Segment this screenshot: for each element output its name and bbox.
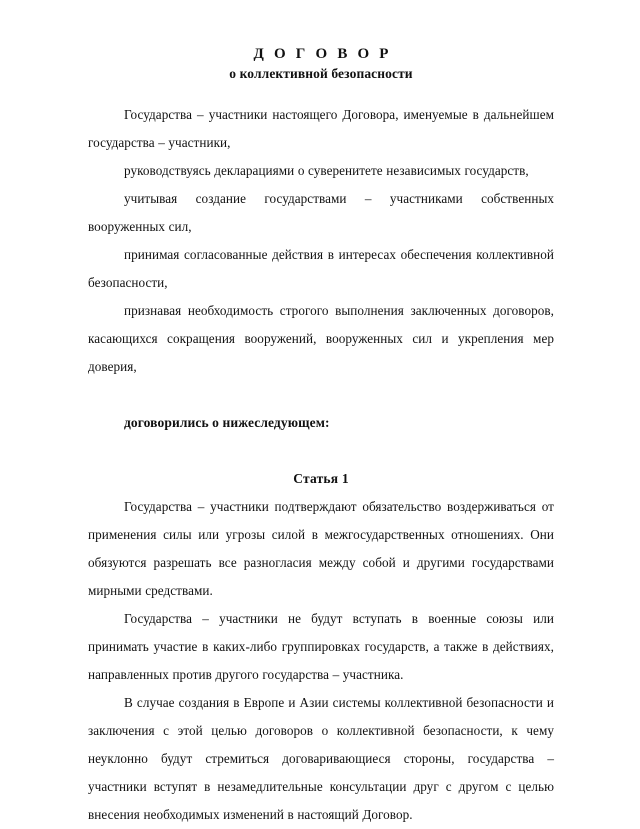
document-subtitle: о коллективной безопасности (229, 66, 413, 81)
preamble-paragraph-1: Государства – участники настоящего Договора, именуемые в дальнейшем государства – участники, (88, 107, 554, 150)
preamble-pledge-spacer (88, 381, 554, 409)
article-paragraph-3: В случае создания в Европе и Азии системы коллективной безопасности и заключения с этой целью договоров о коллективной безопасности, к чему неуклонно будут стремиться договаривающиеся стороны, государства – участники вступят в незамедлительные консультации друг с другом с целью внесения необходимых изменений в настоящий Договор. (88, 695, 554, 822)
pledge-article-spacer (88, 437, 554, 465)
preamble-paragraph-5: признавая необходимость строгого выполнения заключенных договоров, касающихся сокращения вооружений, вооруженных сил и укрепления мер доверия, (88, 303, 554, 374)
article-paragraph-1: Государства – участники подтверждают обязательство воздерживаться от применения силы или угрозы силой в межгосударственных отношениях. Они обязуются разрешать все разногласия между собой и другими государствами мирными средствами. (88, 499, 554, 598)
title-spacer (88, 83, 554, 101)
preamble-paragraph-4: принимая согласованные действия в интересах обеспечения коллективной безопасности, (88, 247, 554, 290)
preamble-paragraph-3: учитывая создание государствами – участниками собственных вооруженных сил, (88, 191, 554, 234)
document-title: Д О Г О В О Р (253, 46, 392, 62)
preamble-paragraph-2: руководствуясь декларациями о суверенитете независимых государств, (124, 163, 529, 178)
document-body (88, 44, 554, 829)
article-heading: Статья 1 (293, 471, 349, 486)
article-paragraph-2: Государства – участники не будут вступать в военные союзы или принимать участие в каких-либо группировках государств, а также в действиях, направленных против другого государства – участника. (88, 611, 554, 682)
pledge-statement: договорились о нижеследующем: (124, 415, 330, 430)
